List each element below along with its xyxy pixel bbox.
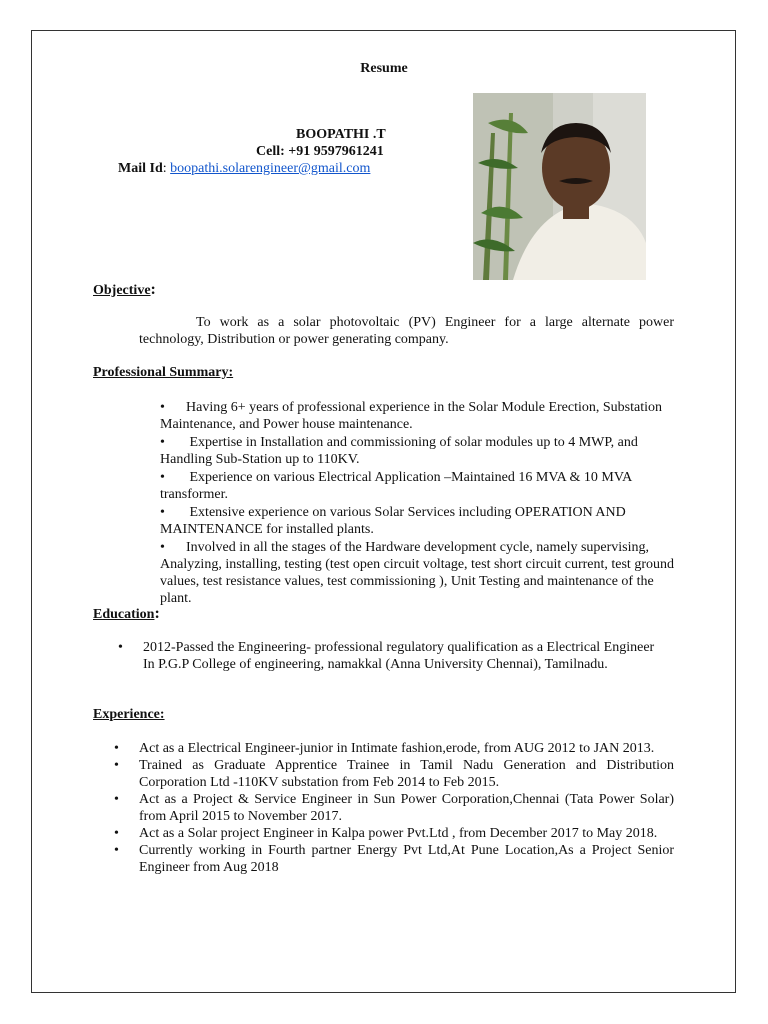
list-item bbox=[160, 399, 675, 433]
mail-colon: : bbox=[162, 161, 167, 176]
bullet-icon: • bbox=[160, 435, 165, 450]
bullet-icon: • bbox=[114, 843, 119, 858]
bullet-icon: • bbox=[118, 640, 123, 655]
objective-heading-text: Objective bbox=[93, 283, 151, 298]
objective-text: To work as a solar photovoltaic (PV) Engineer for a large alternate power technology, Distribution or power generating company. bbox=[139, 315, 674, 347]
resume-title: Resume bbox=[360, 61, 408, 76]
education-item-line: 2012-Passed the Engineering- professional regulatory qualification as a Electrical Engineer bbox=[143, 640, 655, 655]
experience-list bbox=[114, 740, 674, 876]
bullet-icon: • bbox=[114, 758, 119, 773]
list-item bbox=[114, 825, 674, 842]
summary-item-text: Extensive experience on various Solar Services including OPERATION AND MAINTENANCE for installed plants. bbox=[160, 505, 626, 537]
bullet-icon: • bbox=[160, 470, 165, 485]
education-list bbox=[118, 639, 673, 673]
list-item bbox=[160, 469, 675, 503]
mail-label: Mail Id bbox=[118, 161, 163, 176]
objective-heading bbox=[93, 281, 156, 299]
email-link[interactable]: boopathi.solarengineer@gmail.com bbox=[170, 161, 371, 176]
bullet-icon: • bbox=[160, 540, 165, 555]
experience-heading: Experience: bbox=[93, 707, 165, 722]
education-colon: : bbox=[154, 605, 160, 622]
education-heading-text: Education bbox=[93, 607, 155, 622]
mail-id-line bbox=[118, 161, 370, 177]
education-item-line: In P.G.P College of engineering, namakkal (Anna University Chennai), Tamilnadu. bbox=[143, 657, 608, 672]
summary-item-text: Expertise in Installation and commissioning of solar modules up to 4 MWP, and Handling Sub-Station up to 110KV. bbox=[160, 435, 638, 467]
cell-number: Cell: +91 9597961241 bbox=[256, 144, 384, 159]
bullet-icon: • bbox=[114, 741, 119, 756]
bullet-icon: • bbox=[160, 505, 165, 520]
list-item bbox=[160, 504, 675, 538]
bullet-icon: • bbox=[160, 400, 165, 415]
list-item bbox=[160, 434, 675, 468]
professional-summary-heading: Professional Summary: bbox=[93, 365, 234, 380]
list-item bbox=[118, 639, 673, 673]
profile-photo bbox=[473, 93, 646, 280]
summary-item-text: Involved in all the stages of the Hardware development cycle, namely supervising, Analyzing, installing, testing (test open circuit voltage, test short circuit current, test ground values, test resistance values, test commissioning ), Unit Testing and maintenance of the plant. bbox=[160, 540, 674, 606]
bullet-icon: • bbox=[114, 826, 119, 841]
experience-item-text: Act as a Electrical Engineer-junior in Intimate fashion,erode, from AUG 2012 to JAN 2013. bbox=[139, 741, 655, 756]
candidate-name: BOOPATHI .T bbox=[296, 127, 386, 142]
experience-item-text: Currently working in Fourth partner Energy Pvt Ltd,At Pune Location,As a Project Senior Engineer from Aug 2018 bbox=[139, 843, 674, 875]
summary-list bbox=[160, 399, 675, 608]
education-heading bbox=[93, 605, 160, 623]
objective-colon: : bbox=[150, 281, 156, 298]
list-item bbox=[114, 740, 674, 757]
profile-photo-illustration bbox=[473, 93, 646, 280]
experience-item-text: Act as a Solar project Engineer in Kalpa power Pvt.Ltd , from December 2017 to May 2018. bbox=[139, 826, 658, 841]
list-item bbox=[160, 539, 675, 607]
bullet-icon: • bbox=[114, 792, 119, 807]
summary-item-text: Experience on various Electrical Application –Maintained 16 MVA & 10 MVA transformer. bbox=[160, 470, 632, 502]
experience-item-text: Trained as Graduate Apprentice Trainee in Tamil Nadu Generation and Distribution Corporation Ltd -110KV substation from Feb 2014 to Feb 2015. bbox=[139, 758, 674, 790]
list-item bbox=[114, 842, 674, 876]
experience-item-text: Act as a Project & Service Engineer in Sun Power Corporation,Chennai (Tata Power Solar) from April 2015 to November 2017. bbox=[139, 792, 674, 824]
summary-item-text: Having 6+ years of professional experience in the Solar Module Erection, Substation Maintenance, and Power house maintenance. bbox=[160, 400, 662, 432]
list-item bbox=[114, 757, 674, 791]
list-item bbox=[114, 791, 674, 825]
